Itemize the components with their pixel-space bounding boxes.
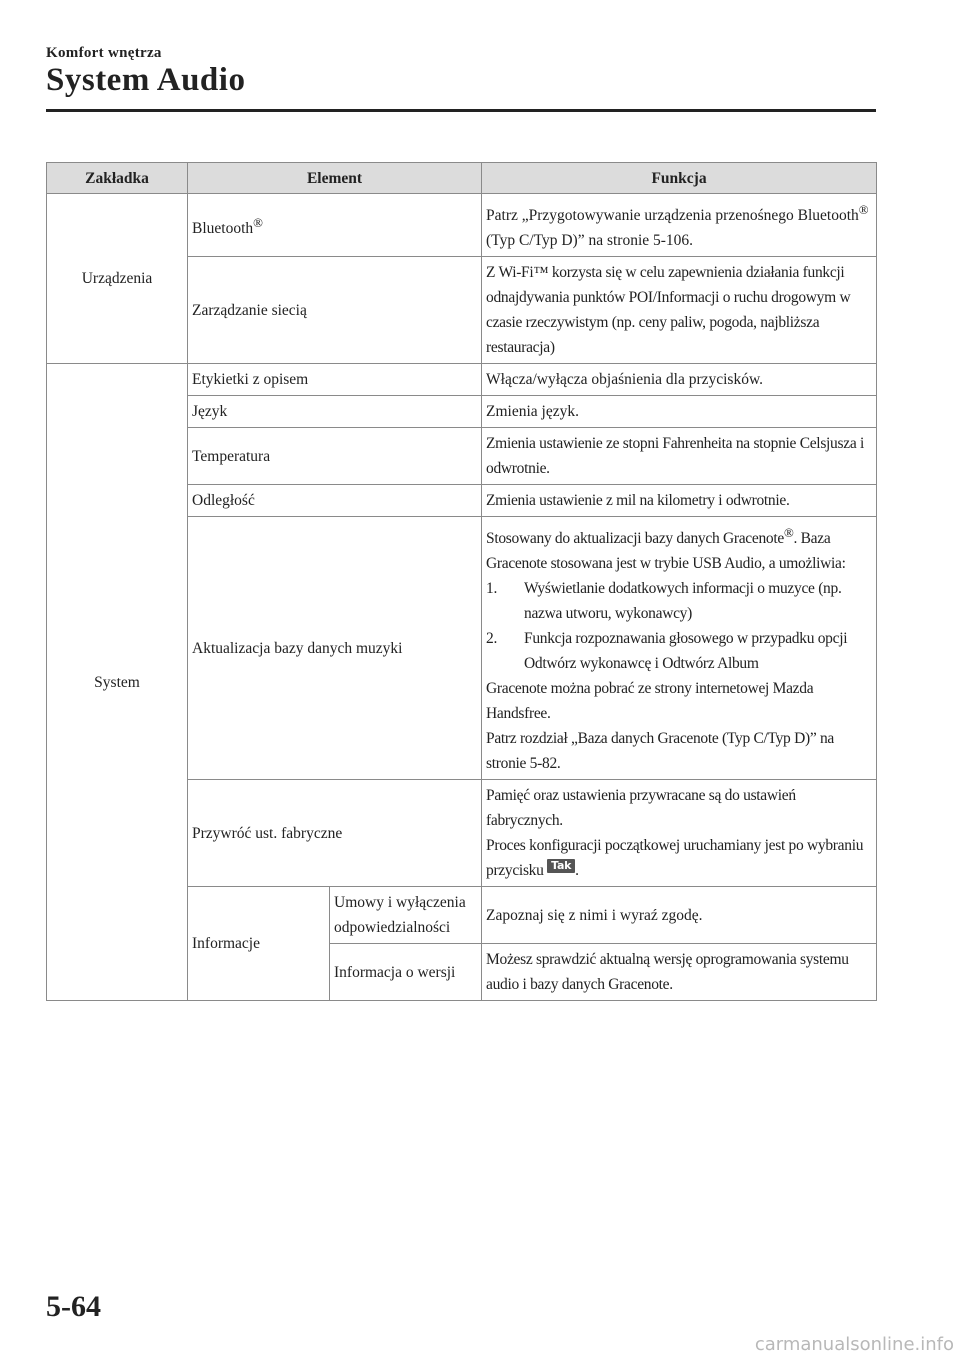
tak-key-badge: Tak <box>547 859 575 873</box>
element-cell: Język <box>188 396 482 428</box>
function-cell <box>482 517 877 780</box>
function-cell: Zmienia ustawienie ze stopni Fahrenheita na stopnie Celsjusza i odwrotnie. <box>482 428 877 485</box>
function-cell: Pamięć oraz ustawienia przywracane są do ustawień fabrycznych. Proces konfiguracji początkowej uruchamiany jest po wybraniu przycisku Tak . <box>482 780 877 887</box>
list-item: 2. Funkcja rozpoznawania głosowego w przypadku opcji Odtwórz wykonawcę i Odtwórz Album <box>486 630 848 673</box>
section-label: Komfort wnętrza <box>46 45 162 61</box>
function-cell: Zmienia ustawienie z mil na kilometry i odwrotnie. <box>482 485 877 517</box>
list-item: 1. Wyświetlanie dodatkowych informacji o muzyce (np. nazwa utworu, wykonawcy) <box>486 580 842 623</box>
column-header-tab: Zakładka <box>47 163 188 194</box>
function-cell: Włącza/wyłącza objaśnienia dla przycisków. <box>482 364 877 396</box>
column-header-element: Element <box>188 163 482 194</box>
element-cell: Odległość <box>188 485 482 517</box>
tab-cell-system: System <box>47 364 188 1001</box>
function-cell: Patrz „Przygotowywanie urządzenia przenośnego Bluetooth® (Typ C/Typ D)” na stronie 5-106. <box>482 194 877 257</box>
page-title: System Audio <box>46 62 246 98</box>
element-cell-informacje: Informacje <box>188 887 330 1001</box>
table-row <box>47 364 877 396</box>
tab-cell-urzadzenia: Urządzenia <box>47 194 188 364</box>
title-rule <box>46 109 876 112</box>
table-header-row <box>47 163 877 194</box>
subelement-cell: Umowy i wyłączenia odpowiedzialności <box>330 887 482 944</box>
page-number: 5-64 <box>46 1290 101 1323</box>
element-cell: Temperatura <box>188 428 482 485</box>
music-db-intro: Stosowany do aktualizacji bazy danych Gracenote®. Baza Gracenote stosowana jest w trybie USB Audio, a umożliwia: <box>486 525 846 573</box>
table-row <box>47 194 877 257</box>
function-cell: Zmienia język. <box>482 396 877 428</box>
element-cell: Aktualizacja bazy danych muzyki <box>188 517 482 780</box>
subelement-cell: Informacja o wersji <box>330 944 482 1001</box>
music-db-steps <box>486 576 872 676</box>
music-db-download: Gracenote można pobrać ze strony internetowej Mazda Handsfree. <box>486 680 814 723</box>
column-header-function: Funkcja <box>482 163 877 194</box>
function-cell: Z Wi-Fi™ korzysta się w celu zapewnienia działania funkcji odnajdywania punktów POI/Informacji o ruchu drogowym w czasie rzeczywistym (np. ceny paliw, pogoda, najbliższa restauracja) <box>482 257 877 364</box>
music-db-reference: Patrz rozdział „Baza danych Gracenote (Typ C/Typ D)” na stronie 5-82. <box>486 730 835 773</box>
element-cell: Przywróć ust. fabryczne <box>188 780 482 887</box>
element-cell: Etykietki z opisem <box>188 364 482 396</box>
element-cell: Zarządzanie siecią <box>188 257 482 364</box>
watermark: carmanualsonline.info <box>754 1334 954 1355</box>
function-cell: Możesz sprawdzić aktualną wersję oprogramowania systemu audio i bazy danych Gracenote. <box>482 944 877 1001</box>
settings-table <box>46 162 877 1001</box>
function-cell: Zapoznaj się z nimi i wyraź zgodę. <box>482 887 877 944</box>
element-cell: Bluetooth® <box>188 194 482 257</box>
